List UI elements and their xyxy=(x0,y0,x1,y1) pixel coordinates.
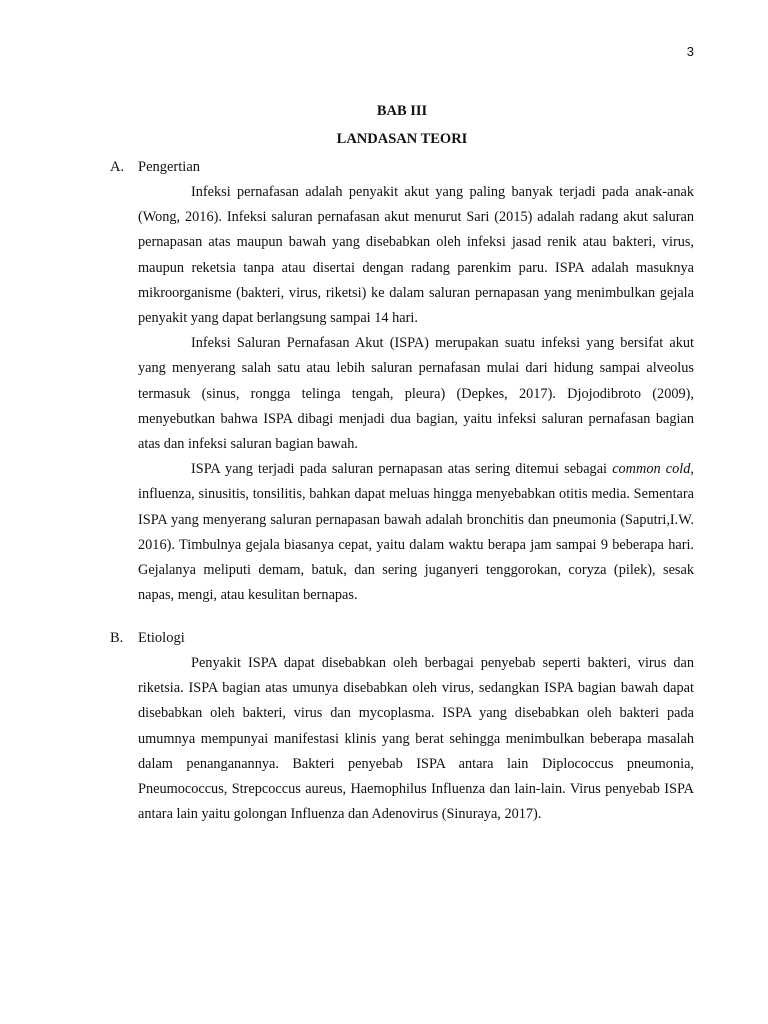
chapter-title: LANDASAN TEORI xyxy=(336,131,468,147)
section-heading xyxy=(110,626,694,651)
section-letter: A. xyxy=(110,159,125,175)
paragraph-text: ISPA yang terjadi pada saluran pernapasan atas sering ditemui sebagai xyxy=(191,461,613,478)
paragraph: Infeksi Saluran Pernafasan Akut (ISPA) merupakan suatu infeksi yang bersifat akut yang menyerang salah satu atau lebih saluran pernafasan mulai dari hidung sampai alveolus termasuk (sinus, rongga telinga tengah, pleura) (Depkes, 2017). Djojodibroto (2009), menyebutkan bahwa ISPA dibagi menjadi dua bagian, yaitu infeksi saluran pernafasan bagian atas dan infeksi saluran bagian bawah. xyxy=(138,335,694,453)
page-number: 3 xyxy=(686,44,694,59)
section-letter: B. xyxy=(110,630,124,646)
paragraph-text: , influenza, sinusitis, tonsilitis, bahkan dapat meluas hingga menyebabkan otitis media. Sementara ISPA yang menyerang saluran pernapasan bawah adalah bronchitis dan pneumonia (Saputri,I.W. 2016). Timbulnya gejala biasanya cepat, yaitu dalam waktu berapa jam sampai 9 beberapa hari. Gejalanya meliputi demam, batuk, dan sering juganyeri tenggorokan, coryza (pilek), sesak napas, mengi, atau kesulitan bernapas. xyxy=(138,461,694,604)
section-title: Pengertian xyxy=(138,159,201,175)
section-etiologi xyxy=(110,626,694,827)
paragraph: Penyakit ISPA dapat disebabkan oleh berbagai penyebab seperti bakteri, virus dan riketsia. ISPA bagian atas umunya disebabkan oleh virus, sedangkan ISPA bagian bawah dapat disebabkan oleh bakteri, virus dan mycoplasma. ISPA yang disebabkan oleh bakteri pada umumnya mempunyai manifestasi klinis yang berat sehingga menimbulkan beberapa masalah dalam penanganannya. Bakteri penyebab ISPA antara lain Diplococcus pneumonia, Pneumococcus, Strepcoccus aureus, Haemophilus Influenza dan lain-lain. Virus penyebab ISPA antara lain yaitu golongan Influenza dan Adenovirus (Sinuraya, 2017). xyxy=(138,655,694,823)
section-heading xyxy=(110,155,694,180)
chapter-number: BAB III xyxy=(376,103,428,119)
paragraph: Infeksi pernafasan adalah penyakit akut yang paling banyak terjadi pada anak-anak (Wong, 2016). Infeksi saluran pernafasan akut menurut Sari (2015) adalah radang akut saluran pernapasan atas maupun bawah yang disebabkan oleh infeksi jasad renik atau bakteri, virus, maupun reketsia tanpa atau disertai dengan radang parenkim paru. ISPA adalah masuknya mikroorganisme (bakteri, virus, riketsi) ke dalam saluran pernapasan yang menimbulkan gejala penyakit yang dapat berlangsung sampai 14 hari. xyxy=(138,184,694,327)
paragraph xyxy=(110,457,694,608)
section-pengertian xyxy=(110,155,694,608)
italic-term: common cold xyxy=(612,461,691,478)
section-title: Etiologi xyxy=(138,630,185,646)
